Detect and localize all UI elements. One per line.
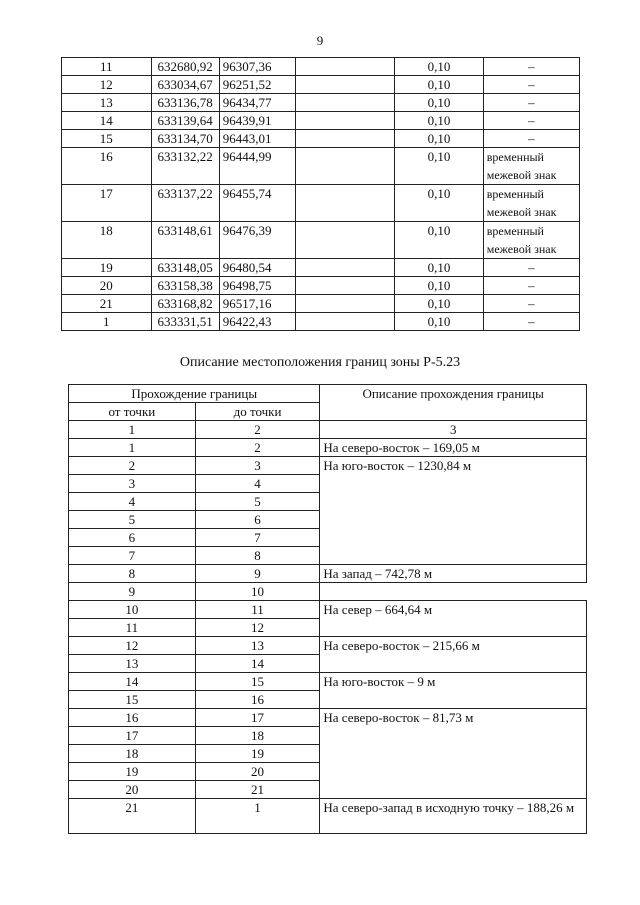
table-row [62, 259, 580, 277]
from-point: 10 [69, 601, 196, 619]
to-point: 12 [195, 619, 320, 637]
coordinate-y: 96480,54 [219, 259, 295, 277]
point-number: 14 [62, 112, 152, 130]
blank-cell [295, 222, 395, 259]
table-row [62, 222, 580, 259]
point-number: 11 [62, 58, 152, 76]
blank-cell [295, 112, 395, 130]
passage-description: На северо-восток – 169,05 м [320, 439, 587, 457]
to-point: 2 [195, 439, 320, 457]
from-point: 11 [69, 619, 196, 637]
point-number: 20 [62, 277, 152, 295]
accuracy-value: 0,10 [395, 295, 483, 313]
marker-note: – [483, 58, 579, 76]
marker-note: – [483, 130, 579, 148]
accuracy-value: 0,10 [395, 259, 483, 277]
to-point: 13 [195, 637, 320, 655]
to-point: 1 [195, 799, 320, 834]
blank-cell [295, 185, 395, 222]
column-number: 3 [320, 421, 587, 439]
accuracy-value: 0,10 [395, 94, 483, 112]
coordinate-y: 96307,36 [219, 58, 295, 76]
table-row [69, 601, 587, 619]
table-row [69, 565, 587, 583]
table-row [62, 130, 580, 148]
passage-description: На юго-восток – 1230,84 м [320, 457, 587, 565]
to-point: 14 [195, 655, 320, 673]
table-row [69, 709, 587, 727]
column-number: 1 [69, 421, 196, 439]
coordinate-x: 633137,22 [151, 185, 219, 222]
table-row [69, 673, 587, 691]
from-point: 8 [69, 565, 196, 583]
table-row [62, 185, 580, 222]
passage-description: На северо-восток – 215,66 м [320, 637, 587, 673]
to-point: 18 [195, 727, 320, 745]
accuracy-value: 0,10 [395, 148, 483, 185]
to-point: 16 [195, 691, 320, 709]
marker-note: – [483, 94, 579, 112]
table-row [62, 295, 580, 313]
table-row [62, 58, 580, 76]
to-point: 21 [195, 781, 320, 799]
header-to-point: до точки [195, 403, 320, 421]
passage-description: На юго-восток – 9 м [320, 673, 587, 709]
blank-cell [295, 277, 395, 295]
from-point: 7 [69, 547, 196, 565]
table-row [62, 313, 580, 331]
coordinate-y: 96443,01 [219, 130, 295, 148]
coordinates-table [61, 57, 580, 331]
from-point: 4 [69, 493, 196, 511]
coordinate-y: 96434,77 [219, 94, 295, 112]
table-row [69, 799, 587, 834]
blank-cell [295, 58, 395, 76]
marker-note: временный межевой знак [483, 222, 579, 259]
coordinate-x: 633148,05 [151, 259, 219, 277]
coordinate-y: 96476,39 [219, 222, 295, 259]
to-point: 7 [195, 529, 320, 547]
from-point: 1 [69, 439, 196, 457]
accuracy-value: 0,10 [395, 130, 483, 148]
from-point: 19 [69, 763, 196, 781]
passage-description: На запад – 742,78 м [320, 565, 587, 583]
point-number: 12 [62, 76, 152, 94]
zone-heading: Описание местоположения границ зоны Р-5.23 [179, 355, 461, 370]
from-point: 12 [69, 637, 196, 655]
marker-note: – [483, 76, 579, 94]
coordinate-y: 96517,16 [219, 295, 295, 313]
coordinate-y: 96498,75 [219, 277, 295, 295]
blank-cell [295, 259, 395, 277]
to-point: 6 [195, 511, 320, 529]
marker-note: временный межевой знак [483, 148, 579, 185]
coordinate-x: 633034,67 [151, 76, 219, 94]
table-row [62, 76, 580, 94]
coordinate-y: 96422,43 [219, 313, 295, 331]
accuracy-value: 0,10 [395, 222, 483, 259]
from-point: 6 [69, 529, 196, 547]
coordinate-x: 633331,51 [151, 313, 219, 331]
point-number: 17 [62, 185, 152, 222]
from-point: 14 [69, 673, 196, 691]
from-point: 18 [69, 745, 196, 763]
from-point: 5 [69, 511, 196, 529]
passage-description: На север – 664,64 м [320, 601, 587, 637]
coordinate-x: 633134,70 [151, 130, 219, 148]
coordinate-x: 633132,22 [151, 148, 219, 185]
coordinate-x: 633139,64 [151, 112, 219, 130]
blank-cell [295, 130, 395, 148]
accuracy-value: 0,10 [395, 76, 483, 94]
to-point: 15 [195, 673, 320, 691]
point-number: 19 [62, 259, 152, 277]
coordinate-y: 96444,99 [219, 148, 295, 185]
blank-cell [295, 295, 395, 313]
to-point: 11 [195, 601, 320, 619]
table-row [62, 148, 580, 185]
blank-cell [295, 94, 395, 112]
header-from-point: от точки [69, 403, 196, 421]
point-number: 21 [62, 295, 152, 313]
marker-note: – [483, 112, 579, 130]
column-number-row [69, 421, 587, 439]
coordinate-y: 96251,52 [219, 76, 295, 94]
accuracy-value: 0,10 [395, 58, 483, 76]
accuracy-value: 0,10 [395, 185, 483, 222]
coordinate-y: 96439,91 [219, 112, 295, 130]
to-point: 19 [195, 745, 320, 763]
from-point: 3 [69, 475, 196, 493]
to-point: 20 [195, 763, 320, 781]
point-number: 15 [62, 130, 152, 148]
page-number: 9 [316, 33, 324, 48]
from-point: 17 [69, 727, 196, 745]
point-number: 18 [62, 222, 152, 259]
header-row [69, 385, 587, 403]
point-number: 1 [62, 313, 152, 331]
table-row [62, 94, 580, 112]
to-point: 5 [195, 493, 320, 511]
table-row [62, 277, 580, 295]
from-point: 15 [69, 691, 196, 709]
blank-cell [295, 76, 395, 94]
coordinate-x: 633158,38 [151, 277, 219, 295]
marker-note: – [483, 295, 579, 313]
table-row [69, 439, 587, 457]
blank-cell [295, 148, 395, 185]
from-point: 13 [69, 655, 196, 673]
table-row [69, 457, 587, 475]
to-point: 8 [195, 547, 320, 565]
table-row [62, 112, 580, 130]
point-number: 13 [62, 94, 152, 112]
to-point: 3 [195, 457, 320, 475]
from-point: 16 [69, 709, 196, 727]
marker-note: – [483, 277, 579, 295]
point-number: 16 [62, 148, 152, 185]
marker-note: временный межевой знак [483, 185, 579, 222]
to-point: 10 [195, 583, 320, 601]
accuracy-value: 0,10 [395, 313, 483, 331]
accuracy-value: 0,10 [395, 112, 483, 130]
to-point: 4 [195, 475, 320, 493]
passage-description: На северо-восток – 81,73 м [320, 709, 587, 799]
table-row [69, 583, 587, 601]
from-point: 21 [69, 799, 196, 834]
coordinate-x: 633148,61 [151, 222, 219, 259]
marker-note: – [483, 259, 579, 277]
marker-note: – [483, 313, 579, 331]
table-row [69, 637, 587, 655]
header-passage-group: Прохождение границы [69, 385, 320, 403]
coordinate-y: 96455,74 [219, 185, 295, 222]
column-number: 2 [195, 421, 320, 439]
coordinate-x: 632680,92 [151, 58, 219, 76]
to-point: 9 [195, 565, 320, 583]
from-point: 2 [69, 457, 196, 475]
boundary-passage-table [68, 384, 587, 834]
header-description: Описание прохождения границы [320, 385, 587, 421]
passage-description: На северо-запад в исходную точку – 188,26 м [320, 799, 587, 834]
blank-cell [295, 313, 395, 331]
coordinate-x: 633168,82 [151, 295, 219, 313]
coordinate-x: 633136,78 [151, 94, 219, 112]
accuracy-value: 0,10 [395, 277, 483, 295]
from-point: 20 [69, 781, 196, 799]
to-point: 17 [195, 709, 320, 727]
from-point: 9 [69, 583, 196, 601]
